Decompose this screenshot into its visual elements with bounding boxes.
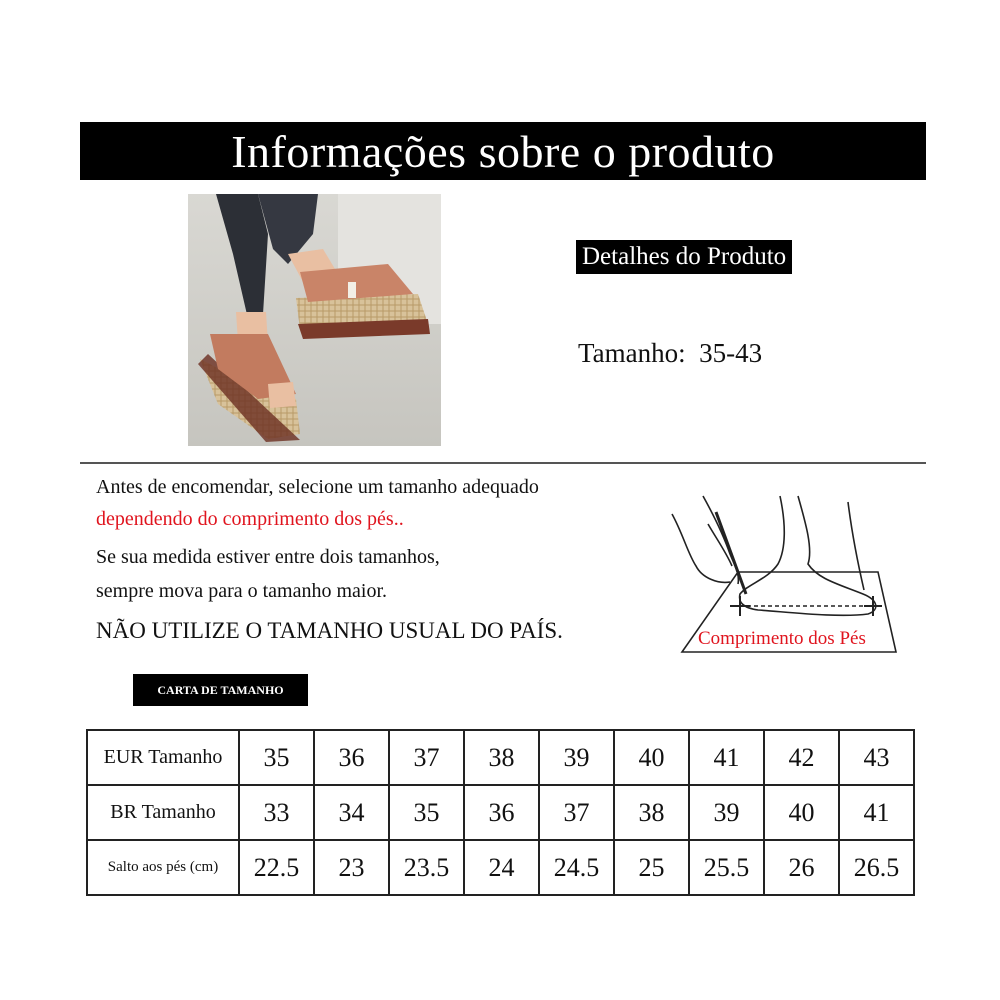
table-cell: 38	[464, 730, 539, 785]
table-cell: 23	[314, 840, 389, 895]
product-photo	[188, 194, 441, 446]
table-cell: 41	[839, 785, 914, 840]
table-cell: 40	[614, 730, 689, 785]
table-cell: 37	[539, 785, 614, 840]
table-cell: 40	[764, 785, 839, 840]
instruction-line-1: Antes de encomendar, selecione um tamanho adequado	[96, 476, 539, 498]
page-title: Informações sobre o produto	[80, 122, 926, 180]
table-cell: 36	[464, 785, 539, 840]
table-cell: 36	[314, 730, 389, 785]
size-chart-label: CARTA DE TAMANHO	[133, 674, 308, 706]
table-cell: 35	[239, 730, 314, 785]
table-cell: 37	[389, 730, 464, 785]
table-cell: 34	[314, 785, 389, 840]
table-cell: 39	[689, 785, 764, 840]
table-cell: 35	[389, 785, 464, 840]
foot-length-caption: Comprimento dos Pés	[698, 628, 866, 649]
table-cell: 39	[539, 730, 614, 785]
section-divider	[80, 462, 926, 464]
table-row	[87, 730, 914, 785]
table-cell: 38	[614, 785, 689, 840]
table-cell: 23.5	[389, 840, 464, 895]
table-cell: 33	[239, 785, 314, 840]
table-row	[87, 840, 914, 895]
table-cell: 41	[689, 730, 764, 785]
size-chart-table	[86, 729, 915, 896]
table-cell: 43	[839, 730, 914, 785]
row-header: Salto aos pés (cm)	[87, 840, 239, 895]
product-details-label: Detalhes do Produto	[576, 240, 792, 274]
instruction-line-2: dependendo do comprimento dos pés..	[96, 508, 404, 530]
table-cell: 26.5	[839, 840, 914, 895]
size-range-text: Tamanho: 35-43	[578, 338, 763, 368]
table-cell: 24	[464, 840, 539, 895]
table-cell: 42	[764, 730, 839, 785]
table-cell: 22.5	[239, 840, 314, 895]
row-header: BR Tamanho	[87, 785, 239, 840]
table-cell: 24.5	[539, 840, 614, 895]
row-header: EUR Tamanho	[87, 730, 239, 785]
instruction-line-4: sempre mova para o tamanho maior.	[96, 580, 388, 602]
table-row	[87, 785, 914, 840]
table-cell: 25.5	[689, 840, 764, 895]
table-cell: 26	[764, 840, 839, 895]
table-cell: 25	[614, 840, 689, 895]
instruction-line-3: Se sua medida estiver entre dois tamanhos,	[96, 546, 440, 568]
instruction-line-5: NÃO UTILIZE O TAMANHO USUAL DO PAÍS.	[96, 618, 563, 643]
